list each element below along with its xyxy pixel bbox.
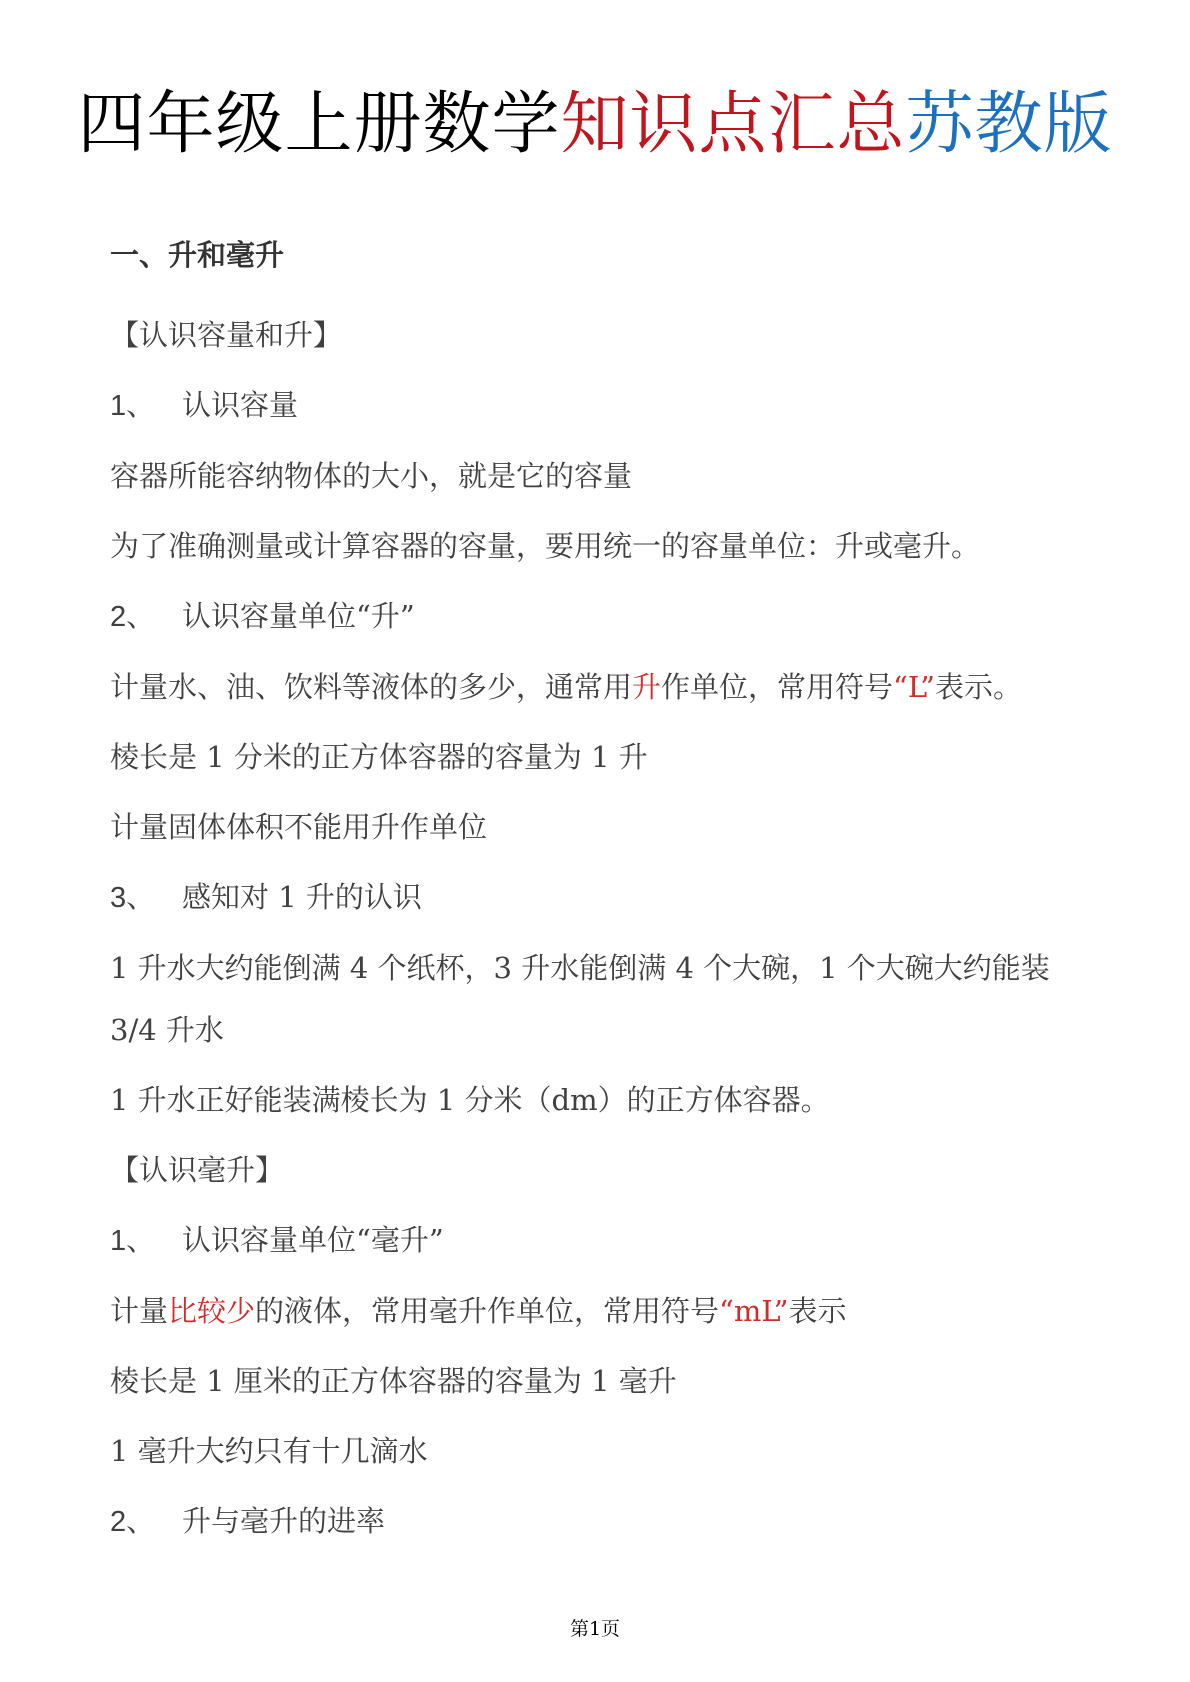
highlight-text: “L” xyxy=(893,670,936,704)
paragraph: 计量固体体积不能用升作单位 xyxy=(110,810,488,844)
page-number: 第1页 xyxy=(569,1618,621,1640)
highlight-text: 升 xyxy=(632,670,662,704)
highlight-text: 比较少 xyxy=(168,1294,256,1328)
list-item xyxy=(110,370,1100,441)
list-item xyxy=(110,1486,1100,1557)
subsection-heading: 【认识容量和升】 xyxy=(110,318,343,352)
list-item-text: 认识容量单位“升” xyxy=(182,599,415,633)
paragraph: 棱长是 1 厘米的正方体容器的容量为 1 毫升 xyxy=(110,1364,677,1398)
paragraph xyxy=(110,652,1100,722)
text-run: 表示。 xyxy=(935,670,1023,704)
title-part-black: 四年级上册数学 xyxy=(77,85,561,164)
list-item xyxy=(110,581,1100,652)
list-item-text: 感知对 1 升的认识 xyxy=(182,880,422,914)
text-run: 表示 xyxy=(788,1294,847,1328)
page-title xyxy=(0,80,1190,170)
paragraph: 1 毫升大约只有十几滴水 xyxy=(110,1434,428,1468)
highlight-text: “mL” xyxy=(719,1294,789,1328)
list-number: 2、 xyxy=(110,601,156,633)
paragraph: 1 升水正好能装满棱长为 1 分米（dm）的正方体容器。 xyxy=(110,1083,830,1117)
text-run: 作单位，常用符号 xyxy=(661,670,894,704)
text-run: 计量水、油、饮料等液体的多少，通常用 xyxy=(110,670,633,704)
list-number: 3、 xyxy=(110,882,156,914)
paragraph xyxy=(110,1276,1100,1346)
title-part-blue: 苏教版 xyxy=(905,85,1113,164)
list-item xyxy=(110,862,1100,933)
title-part-red: 知识点汇总 xyxy=(560,85,906,164)
paragraph: 容器所能容纳物体的大小，就是它的容量 xyxy=(110,459,633,493)
paragraph: 1 升水大约能倒满 4 个纸杯，3 升水能倒满 4 个大碗，1 个大碗大约能装 3/4 升水 xyxy=(110,951,1050,1047)
list-item xyxy=(110,1205,1100,1276)
document-body xyxy=(110,230,1100,1557)
paragraph: 为了准确测量或计算容器的容量，要用统一的容量单位：升或毫升。 xyxy=(110,529,981,563)
list-item-text: 认识容量单位“毫升” xyxy=(182,1223,444,1257)
paragraph: 棱长是 1 分米的正方体容器的容量为 1 升 xyxy=(110,740,648,774)
list-number: 1、 xyxy=(110,390,156,422)
subsection-heading: 【认识毫升】 xyxy=(110,1153,285,1187)
list-number: 2、 xyxy=(110,1506,156,1538)
list-number: 1、 xyxy=(110,1225,156,1257)
list-item-text: 升与毫升的进率 xyxy=(182,1504,386,1538)
section-heading: 一、升和毫升 xyxy=(110,238,285,272)
text-run: 的液体，常用毫升作单位，常用符号 xyxy=(255,1294,720,1328)
text-run: 计量 xyxy=(110,1294,169,1328)
list-item-text: 认识容量 xyxy=(182,388,299,422)
